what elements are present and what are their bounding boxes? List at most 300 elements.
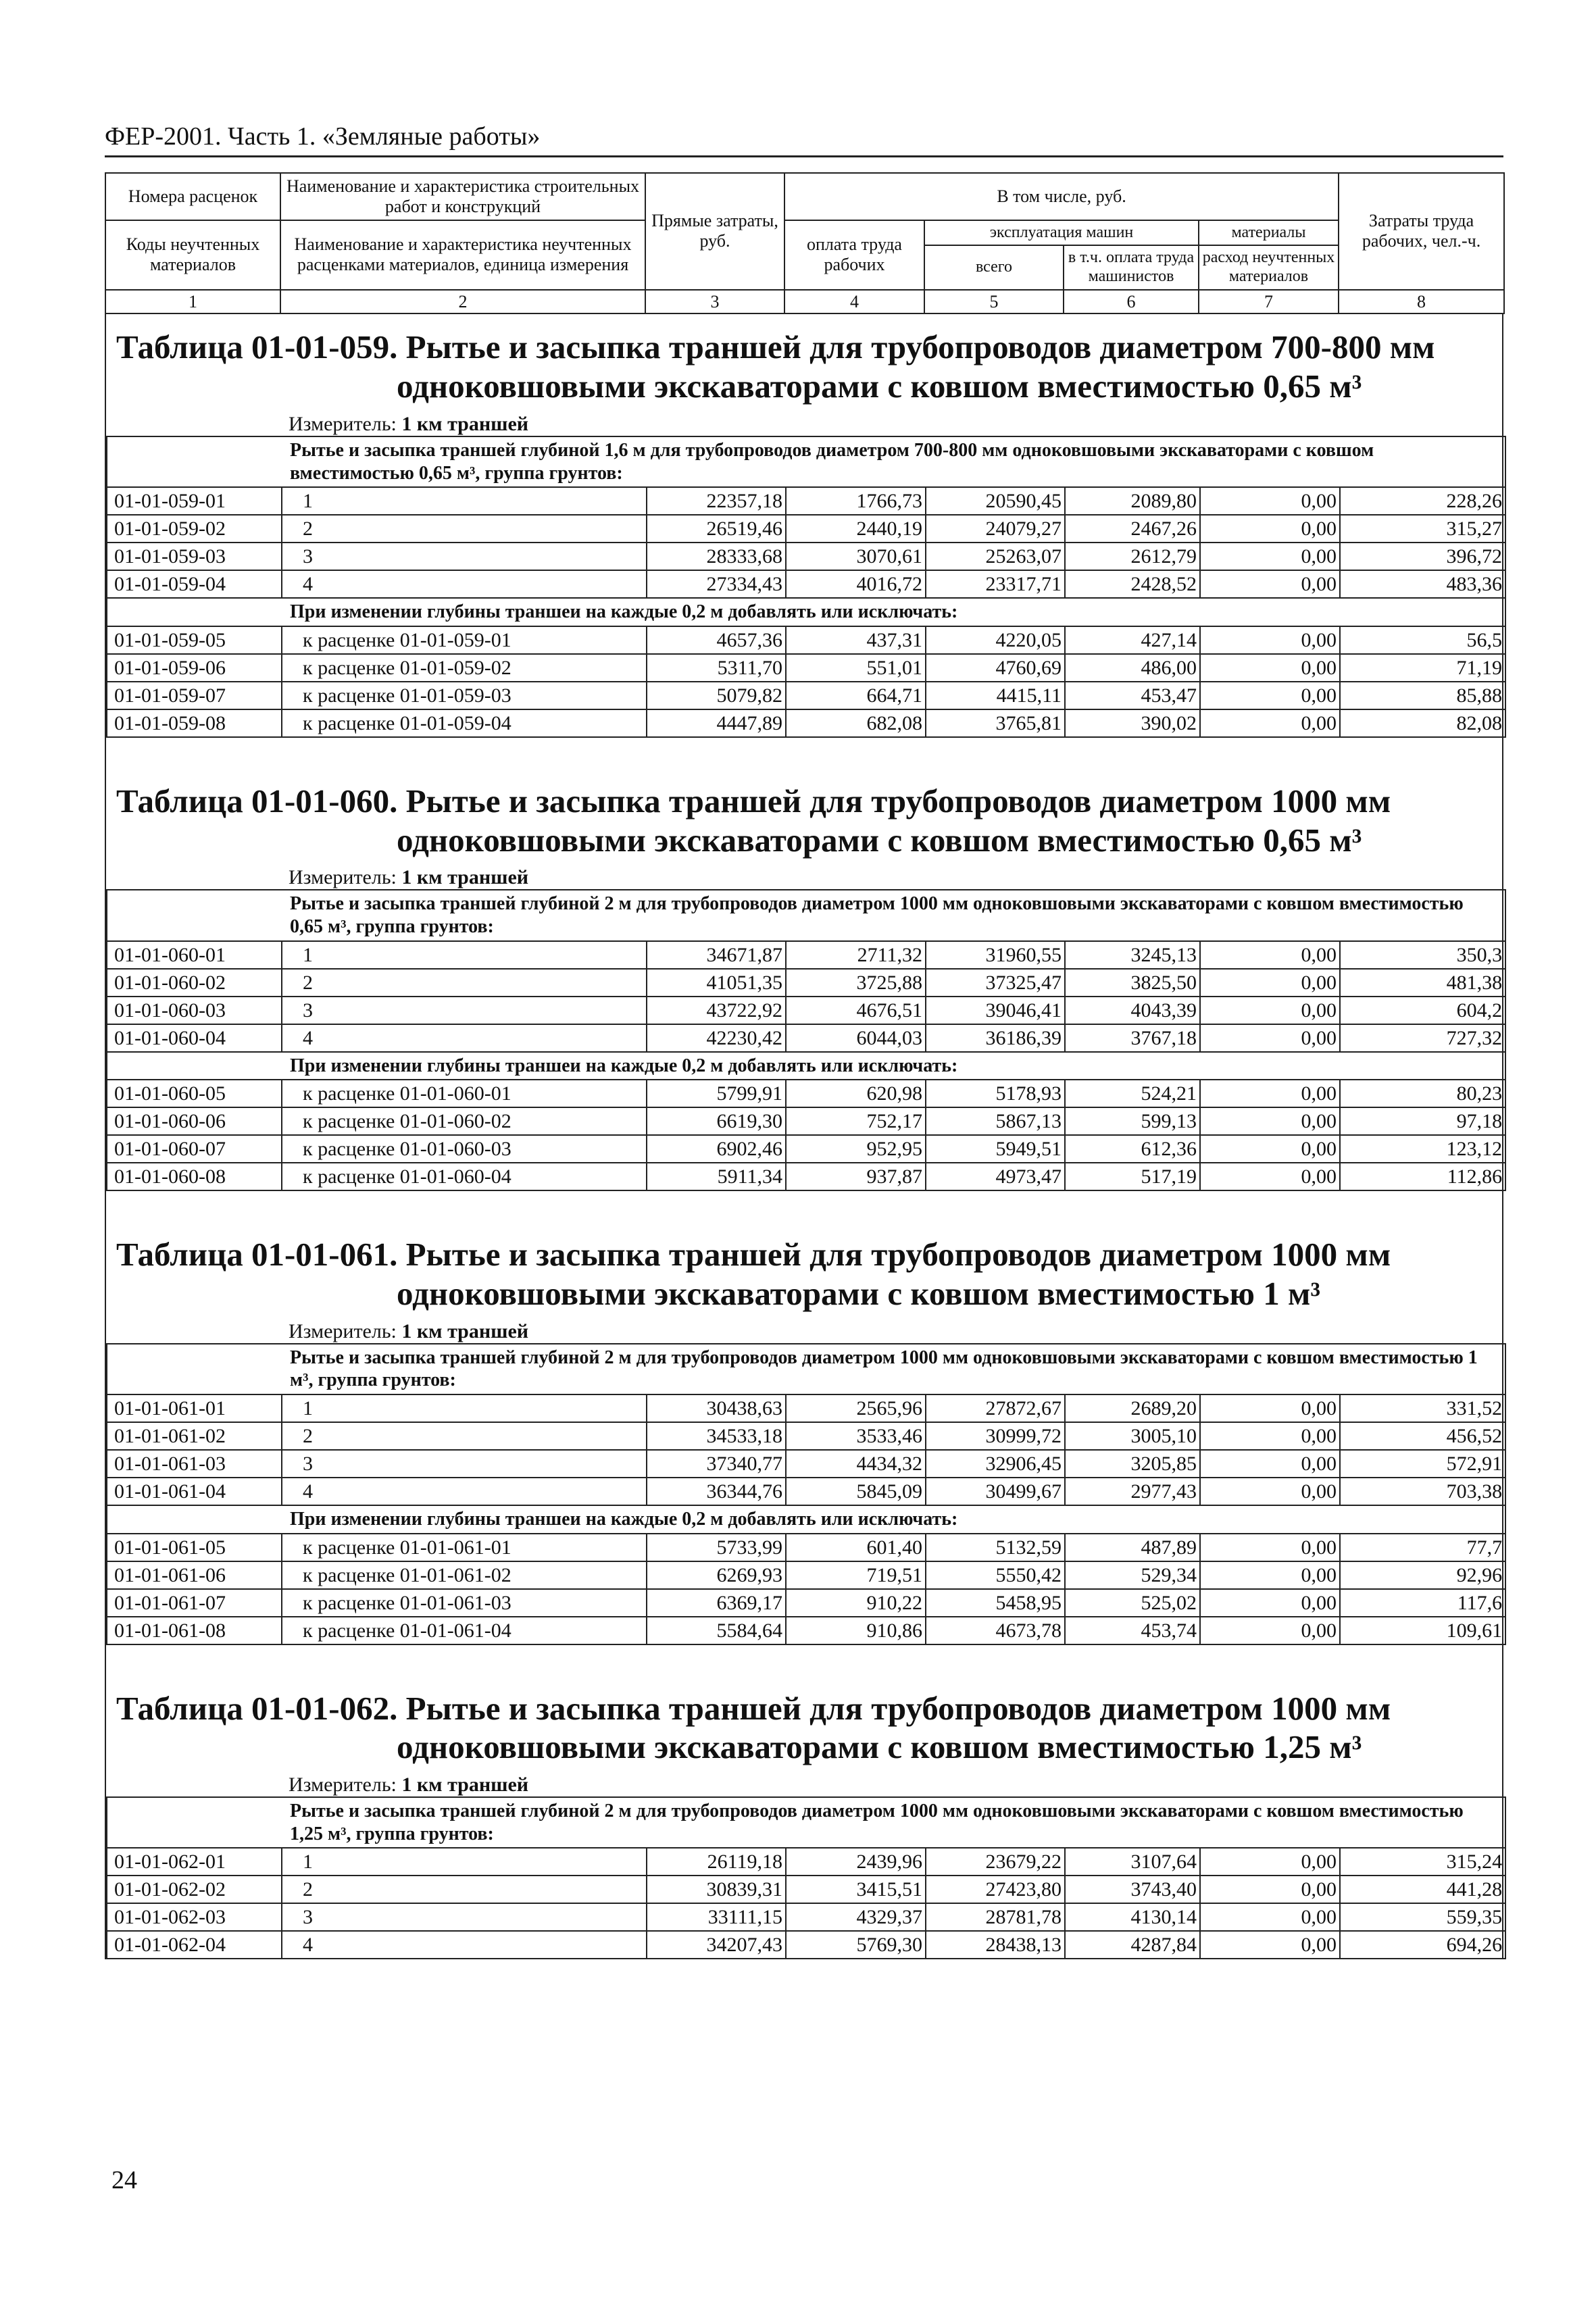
rate-name-cell: 3 [282, 997, 647, 1024]
value-cell-c4: 3415,51 [786, 1876, 926, 1903]
value-cell-c7: 0,00 [1200, 1876, 1340, 1903]
value-cell-c8: 703,38 [1340, 1478, 1505, 1505]
value-cell-c8: 92,96 [1340, 1561, 1505, 1589]
table-title-line1: Таблица 01-01-060. Рытье и засыпка траншей для трубопроводов диаметром 1000 мм [116, 782, 1391, 820]
table-row [107, 1163, 1505, 1190]
value-cell-c7: 0,00 [1200, 1903, 1340, 1931]
rate-name-cell: к расценке 01-01-061-03 [282, 1589, 647, 1617]
rate-name-cell: 1 [282, 487, 647, 515]
value-cell-c5: 37325,47 [926, 969, 1065, 997]
rate-name-cell: к расценке 01-01-060-03 [282, 1135, 647, 1163]
value-cell-c3: 6619,30 [647, 1107, 786, 1135]
column-header-table [105, 172, 1505, 314]
meter-value: 1 км траншей [401, 866, 529, 889]
col7-header: расход неучтенных материалов [1199, 245, 1339, 289]
running-header: ФЕР-2001. Часть 1. «Земляные работы» [105, 122, 1503, 157]
value-cell-c5: 32906,45 [926, 1450, 1065, 1478]
value-cell-c6: 3743,40 [1065, 1876, 1200, 1903]
value-cell-c5: 23317,71 [926, 570, 1065, 598]
column-number: 7 [1199, 290, 1339, 314]
value-cell-c5: 5132,59 [926, 1534, 1065, 1561]
rate-table-section [105, 1222, 1503, 1644]
value-cell-c6: 2089,80 [1065, 487, 1200, 515]
group-heading-row [107, 436, 1505, 487]
value-cell-c7: 0,00 [1200, 1135, 1340, 1163]
rate-name-cell: к расценке 01-01-061-04 [282, 1617, 647, 1644]
table-title-line2: одноковшовыми экскаваторами с ковшом вместимостью 0,65 м³ [397, 368, 1362, 405]
meter-value: 1 км траншей [401, 1319, 529, 1342]
value-cell-c7: 0,00 [1200, 1589, 1340, 1617]
rate-code-cell: 01-01-060-07 [107, 1135, 282, 1163]
table-row [107, 1617, 1505, 1644]
value-cell-c6: 390,02 [1065, 709, 1200, 737]
value-cell-c4: 1766,73 [786, 487, 926, 515]
rate-name-cell: к расценке 01-01-060-01 [282, 1080, 647, 1107]
value-cell-c4: 752,17 [786, 1107, 926, 1135]
value-cell-c3: 4657,36 [647, 626, 786, 654]
rate-table [106, 889, 1506, 1191]
value-cell-c6: 2612,79 [1065, 543, 1200, 570]
table-row [107, 487, 1505, 515]
rate-code-cell: 01-01-062-03 [107, 1903, 282, 1931]
table-row [107, 1450, 1505, 1478]
value-cell-c8: 71,19 [1340, 654, 1505, 682]
value-cell-c7: 0,00 [1200, 709, 1340, 737]
value-cell-c3: 37340,77 [647, 1450, 786, 1478]
section-gap [105, 1645, 1503, 1676]
col1-bottom-header: Коды неучтенных материалов [105, 220, 280, 290]
rate-code-cell: 01-01-060-06 [107, 1107, 282, 1135]
value-cell-c4: 664,71 [786, 682, 926, 709]
value-cell-c7: 0,00 [1200, 941, 1340, 969]
rate-table-section [105, 314, 1503, 737]
value-cell-c6: 612,36 [1065, 1135, 1200, 1163]
value-cell-c3: 5079,82 [647, 682, 786, 709]
table-row [107, 1478, 1505, 1505]
col2-top-header: Наименование и характеристика строительных работ и конструкций [280, 173, 645, 220]
value-cell-c5: 20590,45 [926, 487, 1065, 515]
rate-name-cell: к расценке 01-01-059-03 [282, 682, 647, 709]
value-cell-c4: 910,22 [786, 1589, 926, 1617]
value-cell-c5: 27423,80 [926, 1876, 1065, 1903]
value-cell-c4: 910,86 [786, 1617, 926, 1644]
value-cell-c3: 34671,87 [647, 941, 786, 969]
value-cell-c5: 4973,47 [926, 1163, 1065, 1190]
value-cell-c5: 24079,27 [926, 515, 1065, 543]
meter-line [106, 1320, 1502, 1343]
table-title-line2: одноковшовыми экскаваторами с ковшом вместимостью 1,25 м³ [397, 1728, 1362, 1766]
value-cell-c5: 5867,13 [926, 1107, 1065, 1135]
rate-code-cell: 01-01-060-02 [107, 969, 282, 997]
value-cell-c5: 5178,93 [926, 1080, 1065, 1107]
value-cell-c7: 0,00 [1200, 1534, 1340, 1561]
value-cell-c5: 27872,67 [926, 1394, 1065, 1422]
value-cell-c7: 0,00 [1200, 1931, 1340, 1959]
group-heading-row [107, 598, 1505, 626]
value-cell-c7: 0,00 [1200, 1080, 1340, 1107]
rate-name-cell: 4 [282, 1024, 647, 1052]
value-cell-c8: 604,2 [1340, 997, 1505, 1024]
value-cell-c3: 30839,31 [647, 1876, 786, 1903]
value-cell-c6: 4130,14 [1065, 1903, 1200, 1931]
rate-name-cell: 1 [282, 1394, 647, 1422]
meter-line [106, 413, 1502, 436]
value-cell-c7: 0,00 [1200, 1561, 1340, 1589]
table-row [107, 654, 1505, 682]
rate-code-cell: 01-01-059-06 [107, 654, 282, 682]
rate-name-cell: к расценке 01-01-060-02 [282, 1107, 647, 1135]
value-cell-c7: 0,00 [1200, 570, 1340, 598]
value-cell-c6: 525,02 [1065, 1589, 1200, 1617]
value-cell-c6: 487,89 [1065, 1534, 1200, 1561]
group-heading: При изменении глубины траншеи на каждые 0,2 м добавлять или исключать: [107, 1052, 1505, 1080]
group-heading: При изменении глубины траншеи на каждые 0,2 м добавлять или исключать: [107, 598, 1505, 626]
column-number: 4 [784, 290, 924, 314]
rate-name-cell: 3 [282, 1450, 647, 1478]
group-heading: Рытье и засыпка траншей глубиной 2 м для трубопроводов диаметром 1000 мм одноковшовыми экскаваторами с ковшом вместимостью 1,25 м³, группа грунтов: [107, 1797, 1505, 1848]
value-cell-c4: 4016,72 [786, 570, 926, 598]
rate-code-cell: 01-01-060-04 [107, 1024, 282, 1052]
table-title [106, 1689, 1502, 1767]
rate-table [106, 1343, 1506, 1645]
value-cell-c6: 453,74 [1065, 1617, 1200, 1644]
column-number-row [105, 290, 1504, 314]
value-cell-c7: 0,00 [1200, 1478, 1340, 1505]
col4-header: оплата труда рабочих [784, 220, 924, 290]
group-heading-row [107, 1797, 1505, 1848]
value-cell-c7: 0,00 [1200, 654, 1340, 682]
document-page [105, 122, 1503, 1959]
table-row [107, 1024, 1505, 1052]
value-cell-c3: 5733,99 [647, 1534, 786, 1561]
table-row [107, 1931, 1505, 1959]
table-row [107, 1394, 1505, 1422]
value-cell-c4: 437,31 [786, 626, 926, 654]
section-gap [105, 738, 1503, 768]
rate-code-cell: 01-01-060-05 [107, 1080, 282, 1107]
rate-code-cell: 01-01-061-07 [107, 1589, 282, 1617]
table-row [107, 1107, 1505, 1135]
value-cell-c4: 4434,32 [786, 1450, 926, 1478]
value-cell-c5: 5949,51 [926, 1135, 1065, 1163]
value-cell-c4: 2440,19 [786, 515, 926, 543]
value-cell-c4: 5845,09 [786, 1478, 926, 1505]
value-cell-c6: 517,19 [1065, 1163, 1200, 1190]
rate-name-cell: 4 [282, 570, 647, 598]
rate-code-cell: 01-01-062-01 [107, 1848, 282, 1876]
table-title-line1: Таблица 01-01-062. Рытье и засыпка траншей для трубопроводов диаметром 1000 мм [116, 1689, 1391, 1727]
value-cell-c3: 36344,76 [647, 1478, 786, 1505]
value-cell-c8: 123,12 [1340, 1135, 1505, 1163]
value-cell-c3: 42230,42 [647, 1024, 786, 1052]
value-cell-c8: 97,18 [1340, 1107, 1505, 1135]
value-cell-c4: 601,40 [786, 1534, 926, 1561]
value-cell-c7: 0,00 [1200, 515, 1340, 543]
meter-label: Измеритель: [289, 1319, 402, 1342]
table-title-line2: одноковшовыми экскаваторами с ковшом вместимостью 1 м³ [397, 1275, 1321, 1313]
rate-table [106, 436, 1506, 738]
value-cell-c4: 2711,32 [786, 941, 926, 969]
value-cell-c6: 524,21 [1065, 1080, 1200, 1107]
value-cell-c5: 30499,67 [926, 1478, 1065, 1505]
rate-code-cell: 01-01-059-07 [107, 682, 282, 709]
value-cell-c8: 112,86 [1340, 1163, 1505, 1190]
table-title [106, 1235, 1502, 1313]
value-cell-c4: 719,51 [786, 1561, 926, 1589]
rate-name-cell: 4 [282, 1478, 647, 1505]
rate-code-cell: 01-01-061-02 [107, 1422, 282, 1450]
page-number: 24 [111, 2166, 137, 2194]
value-cell-c8: 80,23 [1340, 1080, 1505, 1107]
value-cell-c5: 4415,11 [926, 682, 1065, 709]
value-cell-c8: 481,38 [1340, 969, 1505, 997]
value-cell-c8: 77,7 [1340, 1534, 1505, 1561]
value-cell-c7: 0,00 [1200, 1617, 1340, 1644]
value-cell-c5: 3765,81 [926, 709, 1065, 737]
value-cell-c8: 315,24 [1340, 1848, 1505, 1876]
value-cell-c7: 0,00 [1200, 1163, 1340, 1190]
value-cell-c8: 82,08 [1340, 709, 1505, 737]
value-cell-c4: 937,87 [786, 1163, 926, 1190]
rate-code-cell: 01-01-059-05 [107, 626, 282, 654]
value-cell-c4: 4676,51 [786, 997, 926, 1024]
col5-header: всего [924, 245, 1064, 289]
column-number: 5 [924, 290, 1064, 314]
rate-name-cell: к расценке 01-01-059-02 [282, 654, 647, 682]
table-row [107, 1876, 1505, 1903]
col2-bottom-header: Наименование и характеристика неучтенных расценками материалов, единица измерения [280, 220, 645, 290]
group-heading: Рытье и засыпка траншей глубиной 2 м для трубопроводов диаметром 1000 мм одноковшовыми экскаваторами с ковшом вместимостью 1 м³, группа грунтов: [107, 1344, 1505, 1394]
rate-code-cell: 01-01-060-03 [107, 997, 282, 1024]
rate-code-cell: 01-01-061-06 [107, 1561, 282, 1589]
meter-label: Измеритель: [289, 1774, 402, 1796]
value-cell-c4: 4329,37 [786, 1903, 926, 1931]
value-cell-c6: 3825,50 [1065, 969, 1200, 997]
value-cell-c5: 30999,72 [926, 1422, 1065, 1450]
value-cell-c6: 453,47 [1065, 682, 1200, 709]
table-row [107, 626, 1505, 654]
table-row [107, 1135, 1505, 1163]
in-total-header: В том числе, руб. [784, 173, 1339, 220]
rate-code-cell: 01-01-059-01 [107, 487, 282, 515]
value-cell-c5: 4673,78 [926, 1617, 1065, 1644]
value-cell-c8: 456,52 [1340, 1422, 1505, 1450]
rate-name-cell: 3 [282, 1903, 647, 1931]
value-cell-c8: 331,52 [1340, 1394, 1505, 1422]
table-title [106, 782, 1502, 860]
value-cell-c4: 551,01 [786, 654, 926, 682]
value-cell-c6: 4043,39 [1065, 997, 1200, 1024]
table-row [107, 1848, 1505, 1876]
table-row [107, 1080, 1505, 1107]
value-cell-c7: 0,00 [1200, 1422, 1340, 1450]
value-cell-c8: 483,36 [1340, 570, 1505, 598]
value-cell-c6: 427,14 [1065, 626, 1200, 654]
value-cell-c5: 5458,95 [926, 1589, 1065, 1617]
table-row [107, 941, 1505, 969]
rate-code-cell: 01-01-061-04 [107, 1478, 282, 1505]
rate-code-cell: 01-01-059-04 [107, 570, 282, 598]
col3-header: Прямые затраты, руб. [645, 173, 784, 290]
rate-name-cell: к расценке 01-01-059-01 [282, 626, 647, 654]
rate-name-cell: к расценке 01-01-060-04 [282, 1163, 647, 1190]
value-cell-c4: 5769,30 [786, 1931, 926, 1959]
value-cell-c6: 599,13 [1065, 1107, 1200, 1135]
value-cell-c4: 2565,96 [786, 1394, 926, 1422]
rate-table-section [105, 1676, 1503, 1960]
value-cell-c5: 28438,13 [926, 1931, 1065, 1959]
materials-header: материалы [1199, 220, 1339, 246]
value-cell-c3: 26519,46 [647, 515, 786, 543]
value-cell-c4: 3533,46 [786, 1422, 926, 1450]
value-cell-c3: 30438,63 [647, 1394, 786, 1422]
value-cell-c3: 5311,70 [647, 654, 786, 682]
value-cell-c4: 6044,03 [786, 1024, 926, 1052]
table-row [107, 709, 1505, 737]
value-cell-c8: 85,88 [1340, 682, 1505, 709]
column-number: 3 [645, 290, 784, 314]
value-cell-c6: 3245,13 [1065, 941, 1200, 969]
rate-table-section [105, 768, 1503, 1191]
rate-code-cell: 01-01-062-04 [107, 1931, 282, 1959]
value-cell-c4: 3070,61 [786, 543, 926, 570]
meter-line [106, 866, 1502, 889]
rate-name-cell: к расценке 01-01-061-02 [282, 1561, 647, 1589]
rate-name-cell: 2 [282, 1876, 647, 1903]
meter-label: Измеритель: [289, 413, 402, 436]
table-row [107, 1534, 1505, 1561]
value-cell-c8: 56,5 [1340, 626, 1505, 654]
value-cell-c5: 31960,55 [926, 941, 1065, 969]
value-cell-c3: 5799,91 [647, 1080, 786, 1107]
value-cell-c8: 315,27 [1340, 515, 1505, 543]
value-cell-c8: 694,26 [1340, 1931, 1505, 1959]
meter-line [106, 1774, 1502, 1796]
group-heading-row [107, 890, 1505, 940]
table-row [107, 570, 1505, 598]
column-number: 2 [280, 290, 645, 314]
value-cell-c8: 441,28 [1340, 1876, 1505, 1903]
group-heading-row [107, 1052, 1505, 1080]
rate-name-cell: 2 [282, 969, 647, 997]
table-row [107, 1561, 1505, 1589]
value-cell-c8: 572,91 [1340, 1450, 1505, 1478]
value-cell-c3: 41051,35 [647, 969, 786, 997]
value-cell-c3: 5584,64 [647, 1617, 786, 1644]
rate-name-cell: 3 [282, 543, 647, 570]
meter-value: 1 км траншей [401, 1774, 529, 1796]
group-heading-row [107, 1344, 1505, 1394]
value-cell-c3: 33111,15 [647, 1903, 786, 1931]
value-cell-c6: 2428,52 [1065, 570, 1200, 598]
table-row [107, 682, 1505, 709]
value-cell-c7: 0,00 [1200, 1394, 1340, 1422]
table-title-line1: Таблица 01-01-061. Рытье и засыпка траншей для трубопроводов диаметром 1000 мм [116, 1236, 1391, 1274]
rate-code-cell: 01-01-060-01 [107, 941, 282, 969]
column-number: 6 [1064, 290, 1199, 314]
column-number: 8 [1339, 290, 1504, 314]
table-row [107, 1903, 1505, 1931]
value-cell-c6: 486,00 [1065, 654, 1200, 682]
rate-name-cell: 4 [282, 1931, 647, 1959]
rate-code-cell: 01-01-060-08 [107, 1163, 282, 1190]
value-cell-c3: 5911,34 [647, 1163, 786, 1190]
value-cell-c8: 559,35 [1340, 1903, 1505, 1931]
value-cell-c6: 2689,20 [1065, 1394, 1200, 1422]
value-cell-c8: 228,26 [1340, 487, 1505, 515]
value-cell-c3: 28333,68 [647, 543, 786, 570]
value-cell-c3: 26119,18 [647, 1848, 786, 1876]
tables-container [105, 314, 1503, 1959]
rate-name-cell: к расценке 01-01-059-04 [282, 709, 647, 737]
value-cell-c5: 23679,22 [926, 1848, 1065, 1876]
table-row [107, 543, 1505, 570]
value-cell-c7: 0,00 [1200, 1848, 1340, 1876]
value-cell-c8: 117,6 [1340, 1589, 1505, 1617]
value-cell-c6: 3107,64 [1065, 1848, 1200, 1876]
rate-name-cell: 1 [282, 1848, 647, 1876]
section-gap [105, 1191, 1503, 1222]
meter-value: 1 км траншей [401, 413, 529, 436]
machines-header: эксплуатация машин [924, 220, 1199, 246]
value-cell-c8: 109,61 [1340, 1617, 1505, 1644]
rate-code-cell: 01-01-059-02 [107, 515, 282, 543]
value-cell-c8: 396,72 [1340, 543, 1505, 570]
value-cell-c7: 0,00 [1200, 969, 1340, 997]
group-heading-row [107, 1505, 1505, 1534]
rate-table [106, 1796, 1506, 1959]
value-cell-c3: 6369,17 [647, 1589, 786, 1617]
value-cell-c5: 36186,39 [926, 1024, 1065, 1052]
table-title [106, 328, 1502, 406]
value-cell-c3: 43722,92 [647, 997, 786, 1024]
table-row [107, 515, 1505, 543]
value-cell-c8: 350,3 [1340, 941, 1505, 969]
value-cell-c3: 34207,43 [647, 1931, 786, 1959]
value-cell-c7: 0,00 [1200, 997, 1340, 1024]
value-cell-c4: 620,98 [786, 1080, 926, 1107]
value-cell-c7: 0,00 [1200, 1450, 1340, 1478]
value-cell-c7: 0,00 [1200, 682, 1340, 709]
table-title-line2: одноковшовыми экскаваторами с ковшом вместимостью 0,65 м³ [397, 821, 1362, 859]
value-cell-c3: 4447,89 [647, 709, 786, 737]
value-cell-c3: 34533,18 [647, 1422, 786, 1450]
value-cell-c6: 4287,84 [1065, 1931, 1200, 1959]
rate-code-cell: 01-01-062-02 [107, 1876, 282, 1903]
table-row [107, 1422, 1505, 1450]
value-cell-c7: 0,00 [1200, 1107, 1340, 1135]
value-cell-c8: 727,32 [1340, 1024, 1505, 1052]
rate-name-cell: 2 [282, 515, 647, 543]
rate-code-cell: 01-01-061-01 [107, 1394, 282, 1422]
value-cell-c7: 0,00 [1200, 626, 1340, 654]
table-title-line1: Таблица 01-01-059. Рытье и засыпка траншей для трубопроводов диаметром 700-800 мм [116, 328, 1435, 366]
value-cell-c7: 0,00 [1200, 1024, 1340, 1052]
value-cell-c5: 39046,41 [926, 997, 1065, 1024]
value-cell-c3: 6269,93 [647, 1561, 786, 1589]
value-cell-c5: 4220,05 [926, 626, 1065, 654]
value-cell-c5: 5550,42 [926, 1561, 1065, 1589]
rate-name-cell: к расценке 01-01-061-01 [282, 1534, 647, 1561]
col8-header: Затраты труда рабочих, чел.-ч. [1339, 173, 1504, 290]
meter-label: Измеритель: [289, 866, 402, 889]
table-row [107, 997, 1505, 1024]
table-row [107, 1589, 1505, 1617]
col1-top-header: Номера расценок [105, 173, 280, 220]
rate-code-cell: 01-01-061-03 [107, 1450, 282, 1478]
group-heading: При изменении глубины траншеи на каждые 0,2 м добавлять или исключать: [107, 1505, 1505, 1534]
value-cell-c7: 0,00 [1200, 543, 1340, 570]
